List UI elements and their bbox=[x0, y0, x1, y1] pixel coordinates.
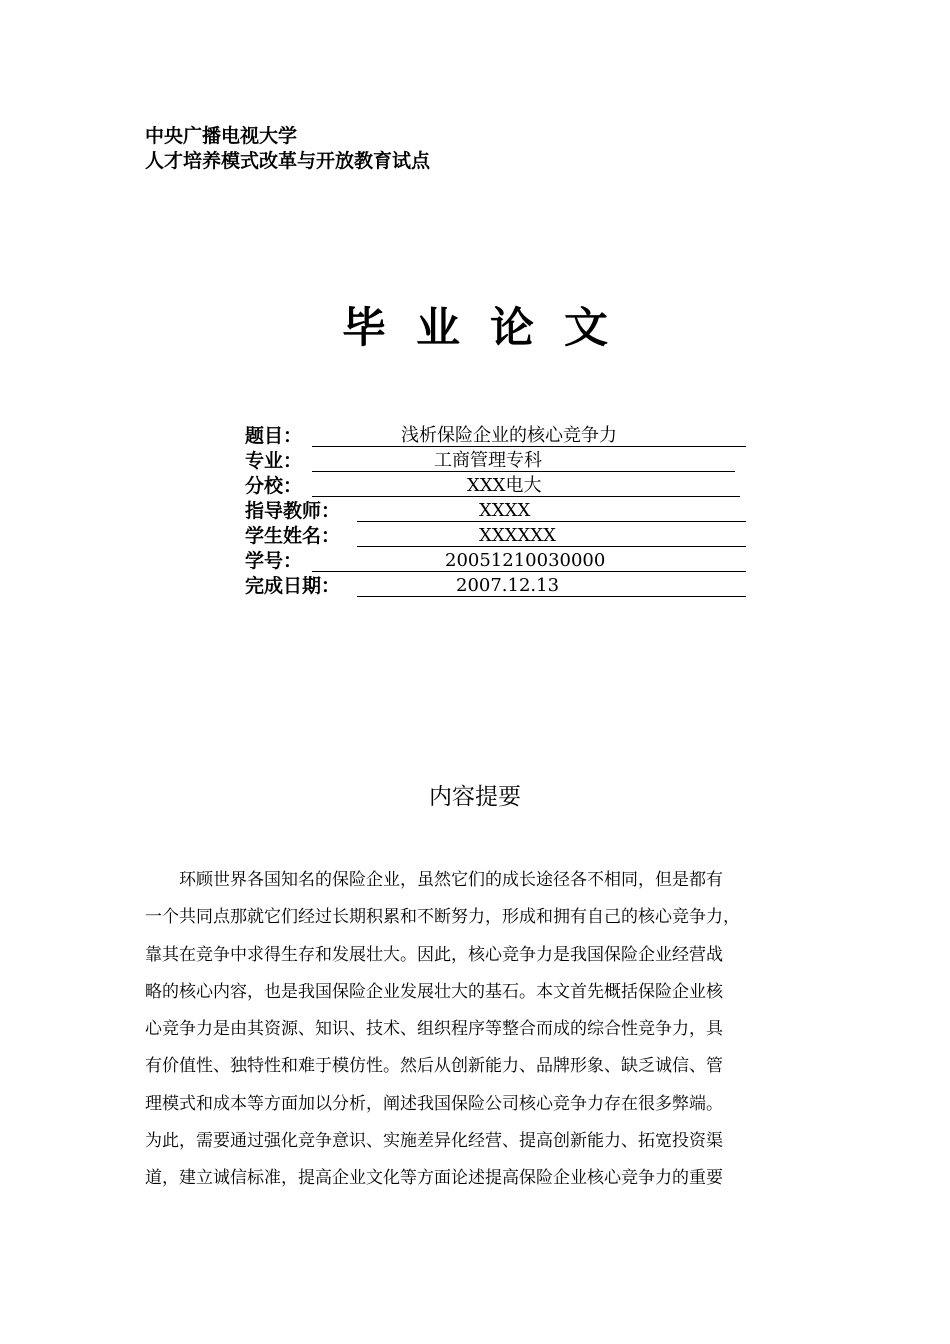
info-label: 学号： bbox=[245, 550, 303, 572]
abstract-body bbox=[145, 862, 805, 1198]
underline bbox=[357, 499, 746, 522]
abstract-line: 有价值性、独特性和难于模仿性。然后从创新能力、品牌形象、缺乏诚信、管 bbox=[145, 1056, 723, 1077]
info-label: 完成日期： bbox=[245, 575, 341, 597]
university-header bbox=[145, 124, 430, 174]
header-line-university: 中央广播电视大学 bbox=[145, 125, 298, 147]
info-label: 指导教师： bbox=[245, 500, 341, 522]
info-value: 2007.12.13 bbox=[456, 575, 560, 596]
info-row-student-id bbox=[245, 549, 755, 574]
info-value: 浅析保险企业的核心竞争力 bbox=[401, 425, 617, 446]
abstract-line: 为此，需要通过强化竞争意识、实施差异化经营、提高创新能力、拓宽投资渠 bbox=[145, 1131, 723, 1152]
abstract-line: 道，建立诚信标准，提高企业文化等方面论述提高保险企业核心竞争力的重要 bbox=[145, 1168, 723, 1189]
info-row-topic bbox=[245, 424, 755, 449]
abstract-line: 靠其在竞争中求得生存和发展壮大。因此，核心竞争力是我国保险企业经营战 bbox=[145, 944, 723, 965]
info-label: 专业： bbox=[245, 450, 303, 472]
abstract-line: 心竞争力是由其资源、知识、技术、组织程序等整合而成的综合性竞争力，具 bbox=[145, 1019, 723, 1040]
info-value: 20051210030000 bbox=[445, 550, 606, 571]
abstract-line: 环顾世界各国知名的保险企业，虽然它们的成长途径各不相同，但是都有 bbox=[145, 870, 723, 890]
abstract-line: 理模式和成本等方面加以分析，阐述我国保险公司核心竞争力存在很多弊端。 bbox=[145, 1093, 723, 1114]
thesis-title: 毕业论文 bbox=[342, 304, 638, 353]
info-row-advisor bbox=[245, 499, 755, 524]
abstract-heading: 内容提要 bbox=[429, 784, 521, 810]
info-row-completion-date bbox=[245, 574, 755, 599]
info-value: XXXXXX bbox=[479, 525, 556, 546]
info-value: XXX电大 bbox=[467, 475, 542, 496]
info-row-branch bbox=[245, 474, 755, 499]
info-value: XXXX bbox=[479, 500, 531, 521]
abstract-line: 一个共同点那就它们经过长期积累和不断努力，形成和拥有自己的核心竞争力， bbox=[145, 907, 740, 928]
info-label: 题目： bbox=[245, 425, 303, 447]
info-row-student-name bbox=[245, 524, 755, 549]
info-value: 工商管理专科 bbox=[434, 450, 542, 471]
info-label: 学生姓名： bbox=[245, 525, 341, 547]
thesis-info-block bbox=[245, 424, 755, 599]
info-label: 分校： bbox=[245, 475, 303, 497]
header-line-program: 人才培养模式改革与开放教育试点 bbox=[145, 150, 431, 172]
abstract-line: 略的核心内容，也是我国保险企业发展壮大的基石。本文首先概括保险企业核 bbox=[145, 981, 723, 1002]
info-row-major bbox=[245, 449, 755, 474]
